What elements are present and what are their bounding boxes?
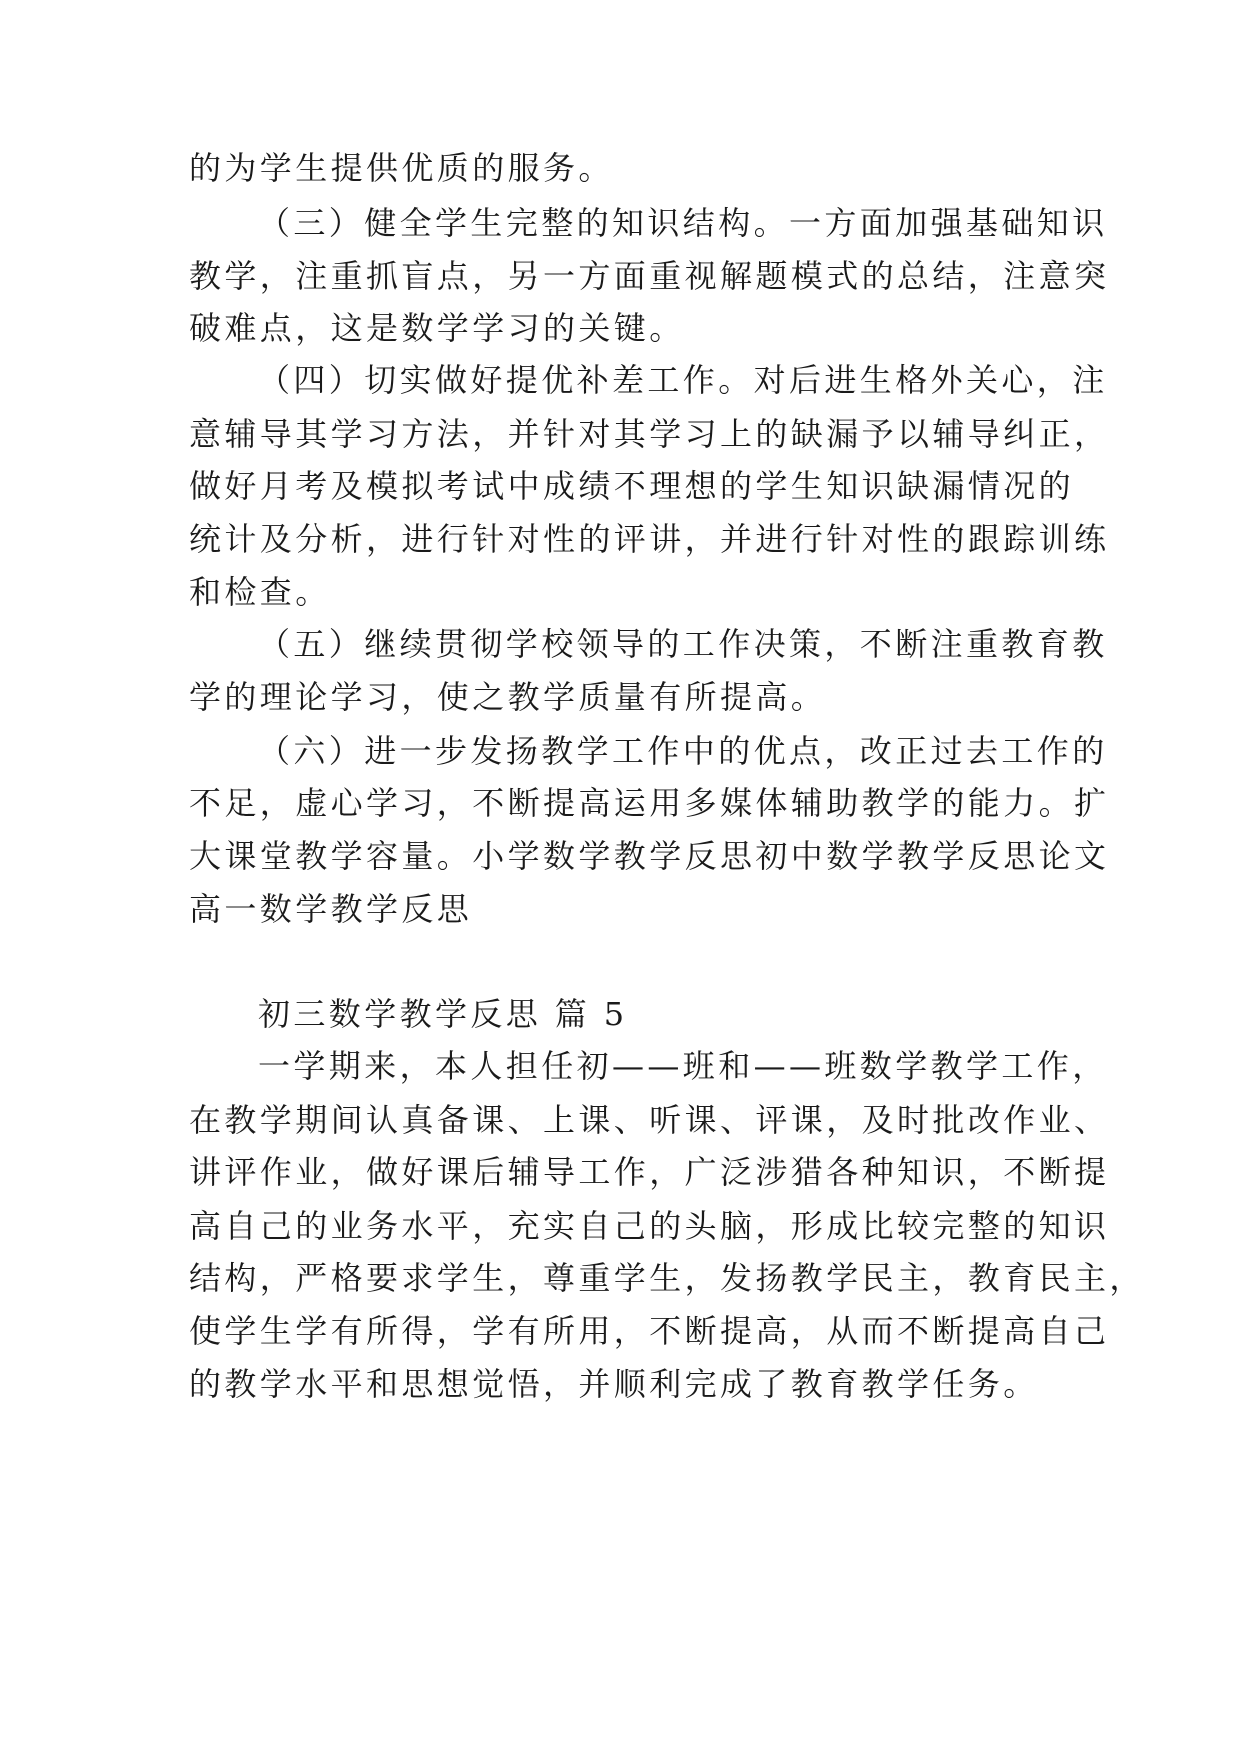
text-line: 教学，注重抓盲点，另一方面重视解题模式的总结，注意突 <box>189 257 1110 295</box>
section-heading: 初三数学教学反思 篇 5 <box>258 995 628 1033</box>
text-line: 高自己的业务水平，充实自己的头脑，形成比较完整的知识 <box>189 1207 1110 1245</box>
text-line: 在教学期间认真备课、上课、听课、评课，及时批改作业、 <box>189 1101 1110 1139</box>
text-line: 意辅导其学习方法，并针对其学习上的缺漏予以辅导纠正， <box>189 415 1110 453</box>
text-line: 讲评作业，做好课后辅导工作，广泛涉猎各种知识，不断提 <box>189 1153 1110 1191</box>
text-line: 统计及分析，进行针对性的评讲，并进行针对性的跟踪训练 <box>189 520 1110 558</box>
text-line: 的为学生提供优质的服务。 <box>189 149 614 187</box>
text-line: 不足，虚心学习，不断提高运用多媒体辅助教学的能力。扩 <box>189 784 1110 822</box>
text-line: 做好月考及模拟考试中成绩不理想的学生知识缺漏情况的 <box>189 467 1075 505</box>
text-line: （三）健全学生完整的知识结构。一方面加强基础知识 <box>258 204 1108 242</box>
text-line: 使学生学有所得，学有所用，不断提高，从而不断提高自己 <box>189 1312 1110 1350</box>
text-line: 的教学水平和思想觉悟，并顺利完成了教育教学任务。 <box>189 1365 1039 1403</box>
text-line: 破难点，这是数学学习的关键。 <box>189 309 685 347</box>
text-line: 高一数学教学反思 <box>189 890 473 928</box>
text-line: （六）进一步发扬教学工作中的优点，改正过去工作的 <box>258 732 1108 770</box>
text-line: （四）切实做好提优补差工作。对后进生格外关心，注 <box>258 361 1108 399</box>
text-line: （五）继续贯彻学校领导的工作决策，不断注重教育教 <box>258 625 1108 663</box>
text-line: 结构，严格要求学生，尊重学生，发扬教学民主，教育民主， <box>189 1259 1145 1297</box>
text-line: 一学期来，本人担任初——班和——班数学教学工作， <box>258 1047 1108 1085</box>
text-line: 和检查。 <box>189 573 331 611</box>
text-line: 学的理论学习，使之教学质量有所提高。 <box>189 678 827 716</box>
text-line: 大课堂教学容量。小学数学教学反思初中数学教学反思论文 <box>189 837 1110 875</box>
